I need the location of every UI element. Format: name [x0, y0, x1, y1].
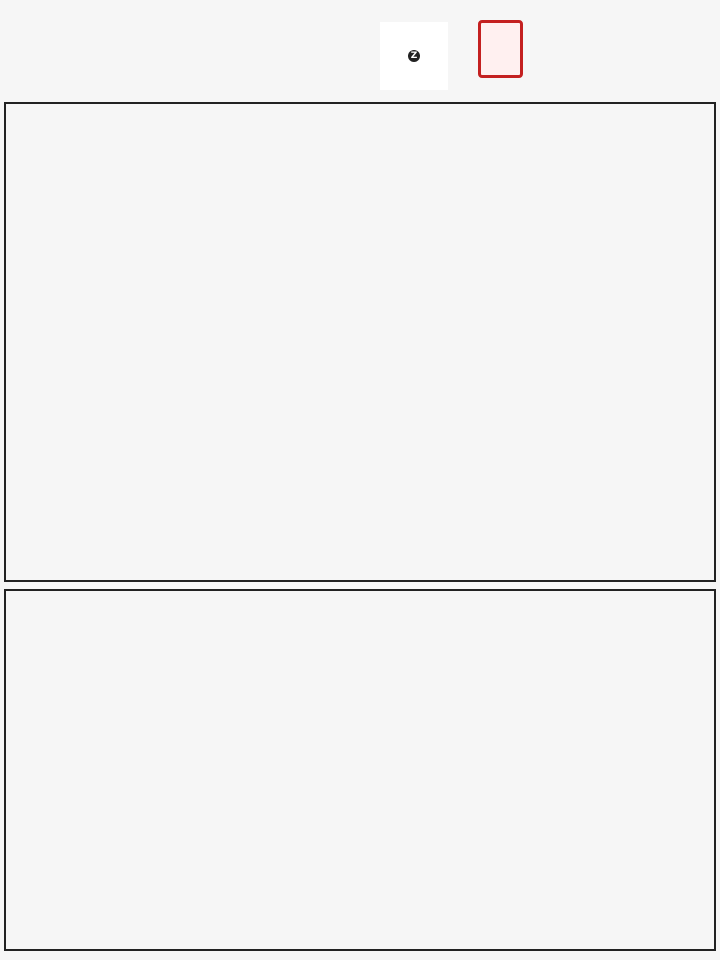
qr-logo-icon: Z: [408, 50, 420, 62]
annual-luck-table: [4, 589, 716, 951]
chart-grid: [4, 102, 716, 582]
qr-code: [380, 22, 448, 90]
seal-stamp: [478, 20, 523, 78]
header: [0, 0, 720, 100]
